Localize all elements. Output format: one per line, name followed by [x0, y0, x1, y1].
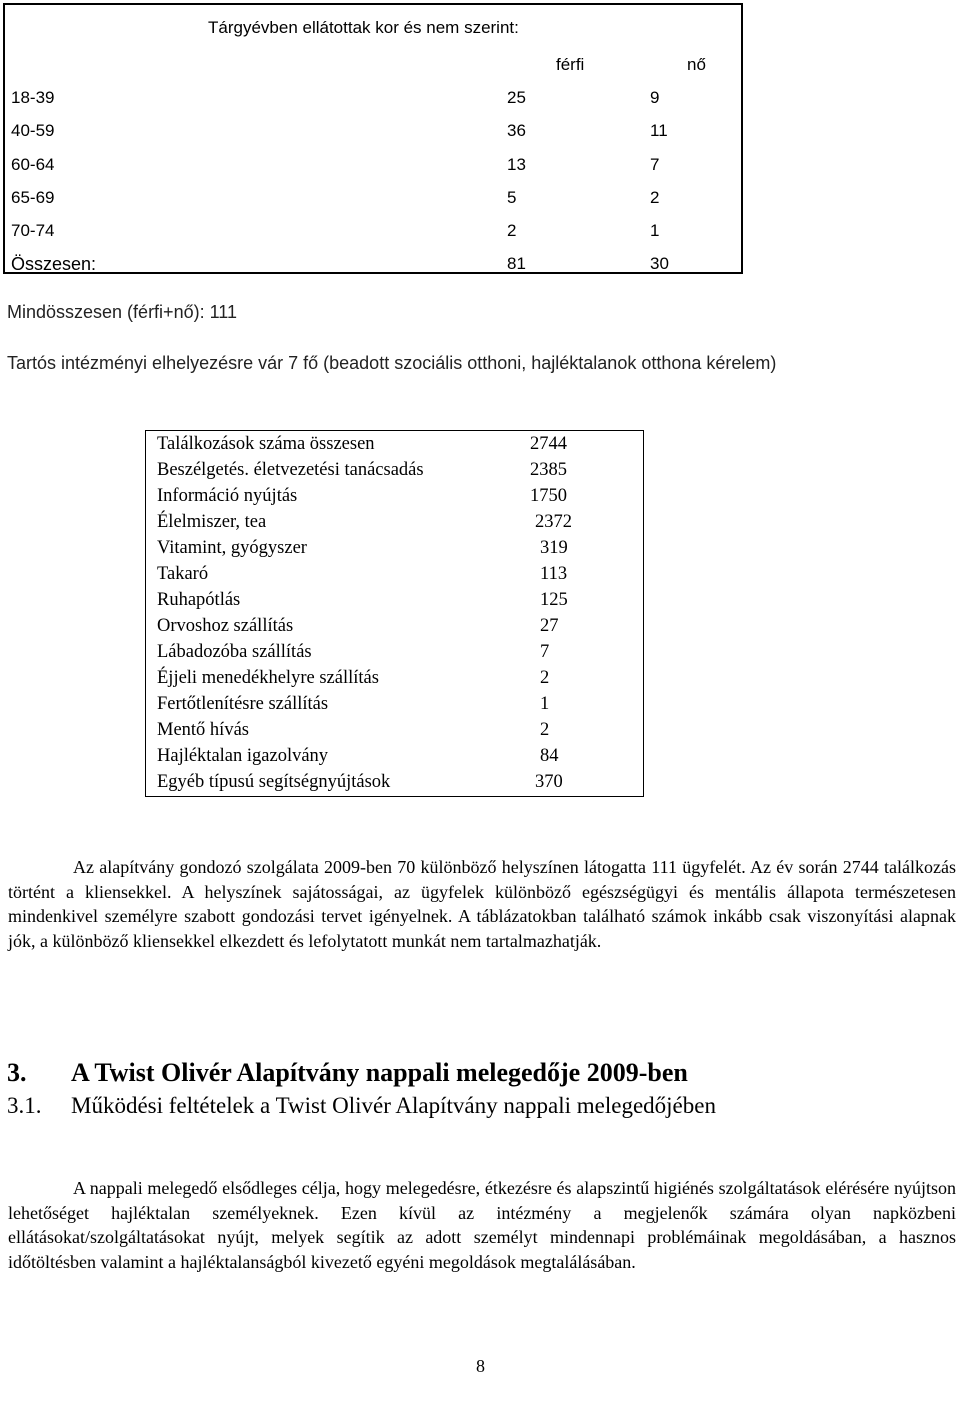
- table-row: [146, 616, 643, 642]
- col-header-female: nő: [687, 55, 706, 74]
- service-value: 84: [540, 746, 559, 766]
- table-row: [146, 538, 643, 564]
- age-table-title: Tárgyévben ellátottak kor és nem szerint:: [208, 18, 519, 37]
- service-value: 2385: [530, 460, 567, 480]
- table-row: [146, 720, 643, 746]
- table-row: [5, 121, 741, 154]
- table-row: [146, 590, 643, 616]
- service-value: 2: [540, 720, 550, 740]
- service-value: 319: [540, 538, 568, 558]
- summary-paragraph: [8, 855, 956, 953]
- table-row: [146, 564, 643, 590]
- table-row: [146, 772, 643, 798]
- service-label: Információ nyújtás: [157, 486, 298, 506]
- male-count: 36: [507, 121, 526, 140]
- table-row: [146, 746, 643, 772]
- services-table: [145, 430, 644, 797]
- service-value: 27: [540, 616, 559, 636]
- service-label: Fertőtlenítésre szállítás: [157, 694, 329, 714]
- male-count: 2: [507, 221, 517, 240]
- col-header-male: férfi: [556, 55, 585, 74]
- service-label: Takaró: [157, 564, 209, 584]
- grand-total-line: Mindösszesen (férfi+nő): 111: [7, 302, 237, 322]
- table-row: [146, 694, 643, 720]
- service-label: Beszélgetés. életvezetési tanácsadás: [157, 460, 424, 480]
- service-value: 125: [540, 590, 568, 610]
- female-count: 7: [650, 155, 660, 174]
- service-label: Lábadozóba szállítás: [157, 642, 312, 662]
- melegedo-paragraph: [8, 1176, 956, 1274]
- age-label: 65-69: [11, 188, 55, 207]
- age-label: 60-64: [11, 155, 55, 174]
- heading-number: 3.1.: [7, 1093, 42, 1118]
- table-row: [5, 88, 741, 121]
- table-row: [5, 155, 741, 188]
- total-label: Összesen:: [11, 254, 97, 274]
- heading-number: 3.: [7, 1058, 27, 1087]
- service-label: Éjjeli menedékhelyre szállítás: [157, 668, 379, 688]
- table-row: [146, 486, 643, 512]
- age-label: 70-74: [11, 221, 55, 240]
- table-row: [146, 512, 643, 538]
- service-value: 370: [535, 772, 563, 792]
- page-number: 8: [476, 1356, 485, 1376]
- age-gender-table: [3, 3, 743, 274]
- service-label: Ruhapótlás: [157, 590, 241, 610]
- table-row: [5, 221, 741, 254]
- female-total: 30: [650, 254, 669, 273]
- table-row: [146, 642, 643, 668]
- service-label: Egyéb típusú segítségnyújtások: [157, 772, 391, 792]
- service-label: Orvoshoz szállítás: [157, 616, 294, 636]
- service-label: Hajléktalan igazolvány: [157, 746, 329, 766]
- table-row: [146, 668, 643, 694]
- male-count: 25: [507, 88, 526, 107]
- female-count: 1: [650, 221, 660, 240]
- female-count: 11: [650, 121, 668, 140]
- waiting-line: Tartós intézményi elhelyezésre vár 7 fő (beadott szociális otthoni, hajléktalanok otthona kérelem): [7, 353, 777, 373]
- table-row: [146, 434, 643, 460]
- male-total: 81: [507, 254, 526, 273]
- male-count: 5: [507, 188, 517, 207]
- service-value: 2744: [530, 434, 567, 454]
- female-count: 9: [650, 88, 660, 107]
- male-count: 13: [507, 155, 526, 174]
- heading-text: Működési feltételek a Twist Olivér Alapítvány nappali melegedőjében: [71, 1093, 716, 1118]
- service-label: Vitamint, gyógyszer: [157, 538, 307, 558]
- service-label: Élelmiszer, tea: [157, 512, 267, 532]
- table-row: [5, 188, 741, 221]
- service-value: 113: [540, 564, 568, 584]
- service-value: 1: [540, 694, 550, 714]
- melegedo-text: A nappali melegedő elsődleges célja, hogy melegedésre, étkezésre és alapszintű higiénés szolgáltatások elérésére nyújtson lehetőséget hajléktalan személyeknek. Ezen kívül az intézmény a megjelenők számára olyan napközbeni ellátásokat/szolgáltatásokat nyújt, melyek segítik az adott személyt mindennapi problémáinak megoldásában, a hasznos időtöltésben valamint a hajléktalanságból kivezető egyéni megoldások megtalálásában.: [8, 1178, 956, 1272]
- service-value: 1750: [530, 486, 567, 506]
- female-count: 2: [650, 188, 660, 207]
- heading-text: A Twist Olivér Alapítvány nappali melegedője 2009-ben: [71, 1058, 688, 1087]
- age-label: 40-59: [11, 121, 55, 140]
- table-row: [146, 460, 643, 486]
- service-value: 2: [540, 668, 550, 688]
- service-value: 7: [540, 642, 550, 662]
- service-label: Találkozások száma összesen: [157, 434, 375, 454]
- age-label: 18-39: [11, 88, 55, 107]
- service-label: Mentő hívás: [157, 720, 249, 740]
- service-value: 2372: [535, 512, 572, 532]
- section-heading-3: [7, 1058, 688, 1088]
- summary-text: Az alapítvány gondozó szolgálata 2009-ben 70 különböző helyszínen látogatta 111 ügyfelét. Az év során 2744 találkozás történt a kliensekkel. A helyszínek sajátosságai, az ügyfelek különböző egészségügyi és mentális állapota természetesen mindenkivel személyre szabott gondozási tervet igényelnek. A táblázatokban található számok inkább csak viszonyítási alapnak jók, a különböző kliensekkel elkezdett és lefolytatott munkát nem tartalmazhatják.: [8, 857, 956, 951]
- section-heading-3-1: [7, 1093, 716, 1119]
- table-row-total: [5, 254, 741, 287]
